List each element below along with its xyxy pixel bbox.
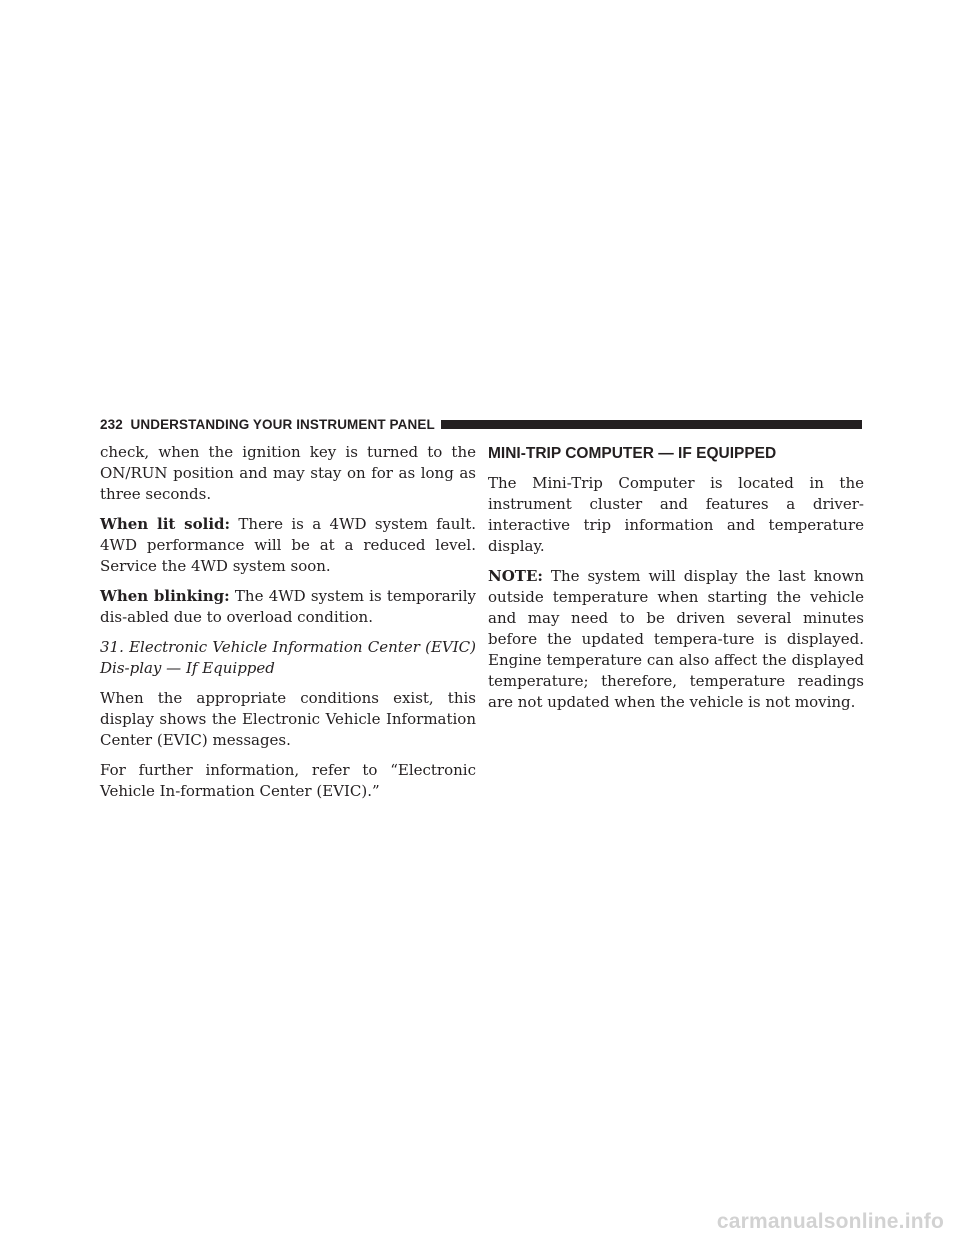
continuation-paragraph: check, when the ignition key is turned to the ON/RUN position and may stay on for as long as three seconds. [100, 443, 476, 503]
mini-trip-intro-paragraph: The Mini-Trip Computer is located in the instrument cluster and features a driver-interactive trip information and temperature display. [488, 474, 864, 555]
evic-display-paragraph: When the appropriate conditions exist, this display shows the Electronic Vehicle Information Center (EVIC) messages. [100, 689, 476, 749]
page-header-text [100, 417, 435, 432]
lit-solid-text: There is a 4WD system fault. 4WD performance will be at a reduced level. Service the 4WD system soon. [100, 515, 477, 575]
evic-reference-paragraph: For further information, refer to “Electronic Vehicle In-formation Center (EVIC).” [100, 761, 476, 800]
note-paragraph [488, 566, 864, 713]
note-text: The system will display the last known outside temperature when starting the vehicle and may need to be driven several minutes before the updated tempera-ture is displayed. Engine temperature can also affect the displayed temperature; therefore, temperature readings are not updated when the vehicle is not moving. [488, 567, 864, 711]
blinking-text: The 4WD system is temporarily dis-abled due to overload condition. [100, 587, 476, 626]
header-rule [441, 420, 862, 429]
mini-trip-heading: MINI-TRIP COMPUTER — IF EQUIPPED [488, 445, 777, 462]
blinking-label: When blinking: [100, 587, 230, 605]
lit-solid-label: When lit solid: [100, 515, 231, 533]
note-label: NOTE: [488, 567, 543, 585]
left-column [100, 442, 476, 811]
right-column [488, 442, 864, 722]
lit-solid-paragraph [100, 514, 476, 577]
evic-item-heading: 31. Electronic Vehicle Information Center (EVIC) Dis-play — If Equipped [100, 638, 476, 677]
page-number: 232 [100, 416, 123, 432]
blinking-paragraph [100, 586, 476, 628]
section-title: UNDERSTANDING YOUR INSTRUMENT PANEL [130, 416, 435, 432]
page-header [100, 417, 862, 431]
watermark: carmanualsonline.info [716, 1210, 944, 1233]
